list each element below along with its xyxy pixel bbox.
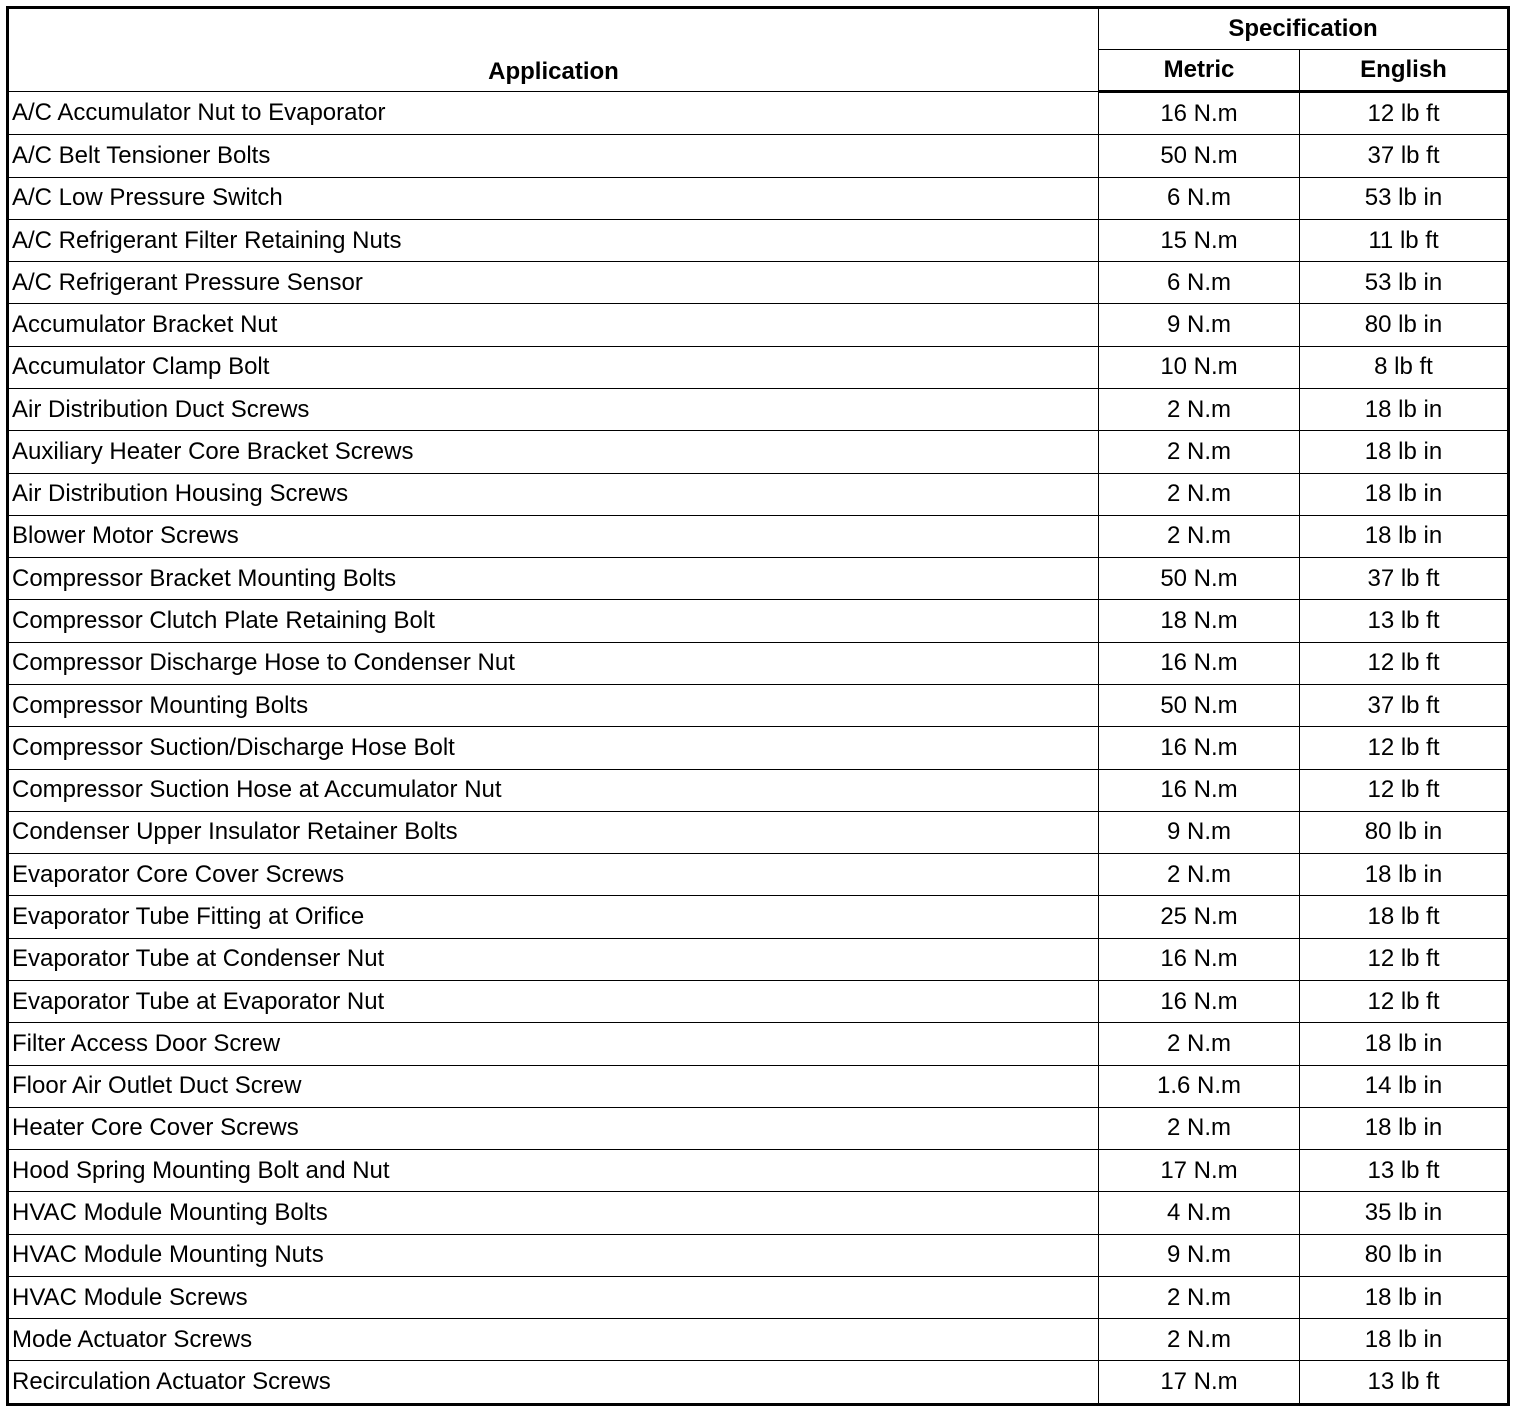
english-value-cell: 18 lb ft <box>1300 896 1509 938</box>
table-row <box>8 769 1509 811</box>
english-value-cell: 53 lb in <box>1300 177 1509 219</box>
application-cell: Compressor Suction Hose at Accumulator Nut <box>8 769 1099 811</box>
table-row <box>8 684 1509 726</box>
english-value-cell: 37 lb ft <box>1300 684 1509 726</box>
metric-value-cell: 18 N.m <box>1099 600 1300 642</box>
metric-value-cell: 2 N.m <box>1099 854 1300 896</box>
table-row <box>8 389 1509 431</box>
application-cell: HVAC Module Mounting Bolts <box>8 1192 1099 1234</box>
specification-group-header: Specification <box>1099 8 1509 50</box>
application-cell: Condenser Upper Insulator Retainer Bolts <box>8 811 1099 853</box>
table-row <box>8 346 1509 388</box>
english-value-cell: 12 lb ft <box>1300 727 1509 769</box>
english-column-header: English <box>1300 50 1509 92</box>
table-row <box>8 515 1509 557</box>
metric-value-cell: 9 N.m <box>1099 1234 1300 1276</box>
metric-value-cell: 50 N.m <box>1099 558 1300 600</box>
english-value-cell: 80 lb in <box>1300 304 1509 346</box>
metric-value-cell: 50 N.m <box>1099 135 1300 177</box>
application-cell: Hood Spring Mounting Bolt and Nut <box>8 1150 1099 1192</box>
application-cell: Mode Actuator Screws <box>8 1319 1099 1361</box>
table-row <box>8 854 1509 896</box>
metric-value-cell: 6 N.m <box>1099 177 1300 219</box>
table-row <box>8 431 1509 473</box>
english-value-cell: 13 lb ft <box>1300 1150 1509 1192</box>
metric-value-cell: 1.6 N.m <box>1099 1065 1300 1107</box>
application-cell: Air Distribution Housing Screws <box>8 473 1099 515</box>
metric-column-header: Metric <box>1099 50 1300 92</box>
english-value-cell: 37 lb ft <box>1300 558 1509 600</box>
metric-value-cell: 16 N.m <box>1099 727 1300 769</box>
english-value-cell: 18 lb in <box>1300 389 1509 431</box>
english-value-cell: 35 lb in <box>1300 1192 1509 1234</box>
application-cell: A/C Belt Tensioner Bolts <box>8 135 1099 177</box>
english-value-cell: 8 lb ft <box>1300 346 1509 388</box>
application-cell: Evaporator Tube at Evaporator Nut <box>8 980 1099 1022</box>
metric-value-cell: 6 N.m <box>1099 262 1300 304</box>
english-value-cell: 37 lb ft <box>1300 135 1509 177</box>
application-cell: Compressor Suction/Discharge Hose Bolt <box>8 727 1099 769</box>
metric-value-cell: 2 N.m <box>1099 1276 1300 1318</box>
metric-value-cell: 2 N.m <box>1099 431 1300 473</box>
application-column-header: Application <box>8 8 1099 92</box>
table-body <box>8 92 1509 1405</box>
application-cell: Accumulator Bracket Nut <box>8 304 1099 346</box>
table-row <box>8 727 1509 769</box>
application-cell: Compressor Clutch Plate Retaining Bolt <box>8 600 1099 642</box>
english-value-cell: 53 lb in <box>1300 262 1509 304</box>
application-cell: A/C Refrigerant Filter Retaining Nuts <box>8 219 1099 261</box>
application-cell: Heater Core Cover Screws <box>8 1107 1099 1149</box>
metric-value-cell: 15 N.m <box>1099 219 1300 261</box>
header-row-top <box>8 8 1509 50</box>
english-value-cell: 18 lb in <box>1300 854 1509 896</box>
application-cell: Blower Motor Screws <box>8 515 1099 557</box>
english-value-cell: 12 lb ft <box>1300 938 1509 980</box>
metric-value-cell: 2 N.m <box>1099 515 1300 557</box>
metric-value-cell: 9 N.m <box>1099 811 1300 853</box>
application-cell: A/C Low Pressure Switch <box>8 177 1099 219</box>
metric-value-cell: 25 N.m <box>1099 896 1300 938</box>
english-value-cell: 18 lb in <box>1300 1276 1509 1318</box>
table-row <box>8 896 1509 938</box>
metric-value-cell: 2 N.m <box>1099 1319 1300 1361</box>
english-value-cell: 18 lb in <box>1300 1319 1509 1361</box>
table-row <box>8 600 1509 642</box>
table-row <box>8 980 1509 1022</box>
english-value-cell: 18 lb in <box>1300 1023 1509 1065</box>
table-row <box>8 135 1509 177</box>
metric-value-cell: 10 N.m <box>1099 346 1300 388</box>
english-value-cell: 12 lb ft <box>1300 769 1509 811</box>
table-row <box>8 262 1509 304</box>
metric-value-cell: 2 N.m <box>1099 389 1300 431</box>
application-cell: HVAC Module Mounting Nuts <box>8 1234 1099 1276</box>
metric-value-cell: 17 N.m <box>1099 1361 1300 1405</box>
metric-value-cell: 17 N.m <box>1099 1150 1300 1192</box>
table-row <box>8 1150 1509 1192</box>
english-value-cell: 80 lb in <box>1300 811 1509 853</box>
application-cell: Accumulator Clamp Bolt <box>8 346 1099 388</box>
table-row <box>8 642 1509 684</box>
application-cell: Recirculation Actuator Screws <box>8 1361 1099 1405</box>
application-cell: A/C Accumulator Nut to Evaporator <box>8 92 1099 135</box>
application-cell: Evaporator Tube Fitting at Orifice <box>8 896 1099 938</box>
metric-value-cell: 2 N.m <box>1099 1023 1300 1065</box>
metric-value-cell: 2 N.m <box>1099 473 1300 515</box>
table-row <box>8 1065 1509 1107</box>
table-row <box>8 1276 1509 1318</box>
metric-value-cell: 4 N.m <box>1099 1192 1300 1234</box>
table-row <box>8 1107 1509 1149</box>
table-row <box>8 92 1509 135</box>
table-row <box>8 558 1509 600</box>
table-header <box>8 8 1509 92</box>
english-value-cell: 11 lb ft <box>1300 219 1509 261</box>
application-cell: Evaporator Tube at Condenser Nut <box>8 938 1099 980</box>
table-row <box>8 219 1509 261</box>
english-value-cell: 18 lb in <box>1300 515 1509 557</box>
application-cell: HVAC Module Screws <box>8 1276 1099 1318</box>
english-value-cell: 13 lb ft <box>1300 600 1509 642</box>
english-value-cell: 12 lb ft <box>1300 642 1509 684</box>
english-value-cell: 13 lb ft <box>1300 1361 1509 1405</box>
english-value-cell: 80 lb in <box>1300 1234 1509 1276</box>
metric-value-cell: 16 N.m <box>1099 938 1300 980</box>
english-value-cell: 18 lb in <box>1300 431 1509 473</box>
metric-value-cell: 16 N.m <box>1099 642 1300 684</box>
table-row <box>8 1319 1509 1361</box>
application-cell: A/C Refrigerant Pressure Sensor <box>8 262 1099 304</box>
metric-value-cell: 16 N.m <box>1099 980 1300 1022</box>
english-value-cell: 12 lb ft <box>1300 92 1509 135</box>
application-cell: Filter Access Door Screw <box>8 1023 1099 1065</box>
table-row <box>8 304 1509 346</box>
metric-value-cell: 50 N.m <box>1099 684 1300 726</box>
metric-value-cell: 2 N.m <box>1099 1107 1300 1149</box>
application-cell: Compressor Bracket Mounting Bolts <box>8 558 1099 600</box>
application-cell: Compressor Mounting Bolts <box>8 684 1099 726</box>
table-row <box>8 1234 1509 1276</box>
table-row <box>8 811 1509 853</box>
table-row <box>8 938 1509 980</box>
application-cell: Auxiliary Heater Core Bracket Screws <box>8 431 1099 473</box>
english-value-cell: 18 lb in <box>1300 473 1509 515</box>
english-value-cell: 12 lb ft <box>1300 980 1509 1022</box>
application-cell: Floor Air Outlet Duct Screw <box>8 1065 1099 1107</box>
table-row <box>8 177 1509 219</box>
metric-value-cell: 16 N.m <box>1099 769 1300 811</box>
table-row <box>8 1023 1509 1065</box>
application-cell: Air Distribution Duct Screws <box>8 389 1099 431</box>
metric-value-cell: 9 N.m <box>1099 304 1300 346</box>
metric-value-cell: 16 N.m <box>1099 92 1300 135</box>
table-row <box>8 473 1509 515</box>
english-value-cell: 14 lb in <box>1300 1065 1509 1107</box>
application-cell: Compressor Discharge Hose to Condenser Nut <box>8 642 1099 684</box>
fastener-specification-table <box>6 6 1510 1406</box>
english-value-cell: 18 lb in <box>1300 1107 1509 1149</box>
application-cell: Evaporator Core Cover Screws <box>8 854 1099 896</box>
table-row <box>8 1361 1509 1405</box>
table-row <box>8 1192 1509 1234</box>
